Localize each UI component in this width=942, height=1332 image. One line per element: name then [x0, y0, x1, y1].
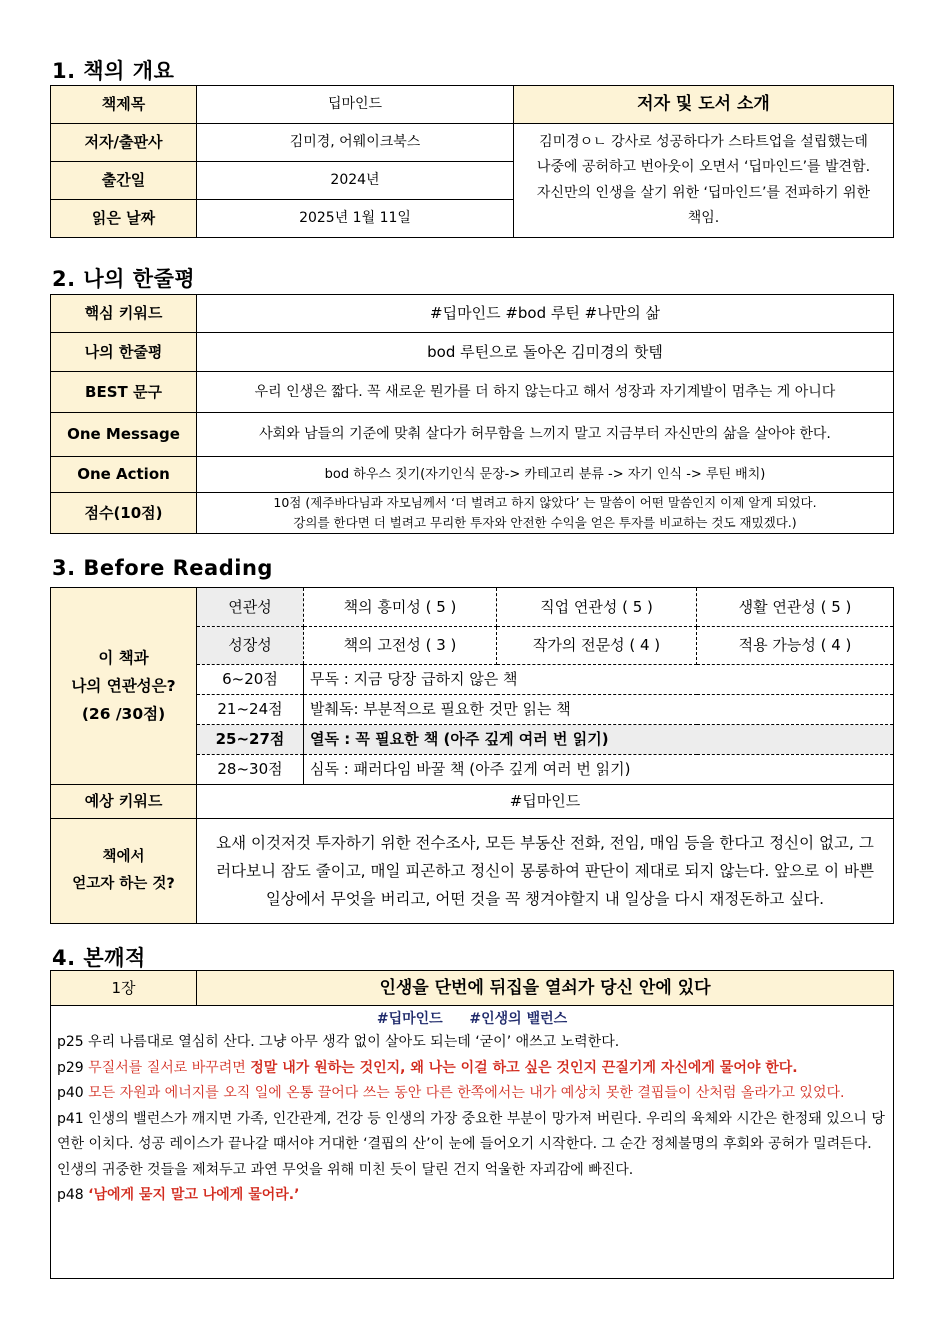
- before-reading-table: [50, 587, 894, 924]
- goal-value: 요새 이것저것 투자하기 위한 전수조사, 모든 부동산 전화, 전임, 매임 등을 한다고 정신이 없고, 그러다보니 잠도 줄이고, 매일 피곤하고 정신이 몽롱하여 판단이 제대로 되지 않는다. 앞으로 이 바쁜 일상에서 무엇을 버리고, 어떤 것을 꼭 챙겨야할지 내 일상을 다시 재정돈하고 싶다.: [197, 819, 894, 924]
- note-p29: [57, 1056, 887, 1082]
- one-message-value: 사회와 남들의 기준에 맞춰 살다가 허무함을 느끼지 말고 지금부터 자신만의 삶을 살아야 한다.: [197, 413, 894, 457]
- one-action-label: One Action: [51, 457, 197, 493]
- book-title-label: 책제목: [51, 86, 197, 124]
- author-publisher-label: 저자/출판사: [51, 124, 197, 162]
- expertise-score: 작가의 전문성 ( 4 ): [497, 627, 697, 665]
- goal-label-line-2: 얻고자 하는 것?: [72, 876, 175, 892]
- keyword-2: #인생의 밸런스: [469, 1011, 568, 1027]
- key-keyword-label: 핵심 키워드: [51, 295, 197, 333]
- note-p41-text: 인생의 밸런스가 깨지면 가족, 인간관계, 건강 등 인생의 가장 중요한 부분이 망가져 버린다. 우리의 육체와 시간은 한정돼 있으니 당연한 이치다. 성공 레이스가 끝나갈 때서야 거대한 ‘결핍의 산’이 눈에 들어오기 시작한다. 그 순간 정체불명의 후회와 공허가 밀려든다. 인생의 귀중한 것들을 제쳐두고 과연 무엇을 위해 미친 듯이 달린 건지 억울한 자괴감에 빠진다.: [57, 1110, 885, 1178]
- best-quote-label: BEST 문구: [51, 372, 197, 413]
- classic-score: 책의 고전성 ( 3 ): [304, 627, 497, 665]
- relevance-label-line-2: 나의 연관성은?: [71, 677, 176, 695]
- book-title-value: 딥마인드: [197, 86, 514, 124]
- level-range-1: 6~20점: [197, 665, 304, 695]
- level-desc-3: 열독 : 꼭 필요한 책 (아주 깊게 여러 번 읽기): [304, 725, 894, 755]
- one-line-review-label: 나의 한줄평: [51, 333, 197, 372]
- score-line-1: 10점 (제주바다님과 자모님께서 ‘더 벌려고 하지 않았다’ 는 말씀이 어떤 말씀인지 이제 알게 되었다.: [273, 495, 817, 510]
- keyword-1: #딥마인드: [376, 1011, 443, 1027]
- level-range-4: 28~30점: [197, 755, 304, 785]
- score-value: [197, 493, 894, 534]
- level-desc-4: 심독 : 패러다임 바꿀 책 (아주 깊게 여러 번 읽기): [304, 755, 894, 785]
- bonkkaejeok-table: [50, 970, 894, 1279]
- applicability-score: 적용 가능성 ( 4 ): [697, 627, 894, 665]
- relevance-head: 연관성: [197, 588, 304, 627]
- section-1-heading: 1. 책의 개요: [52, 59, 175, 83]
- notes-body: [51, 1006, 894, 1279]
- goal-label-line-1: 책에서: [102, 849, 145, 865]
- section-2-heading: 2. 나의 한줄평: [52, 267, 196, 291]
- note-p29-page: p29: [57, 1059, 84, 1076]
- key-keyword-value: #딥마인드 #bod 루틴 #나만의 삶: [197, 295, 894, 333]
- score-label: 점수(10점): [51, 493, 197, 534]
- growth-head: 성장성: [197, 627, 304, 665]
- publish-date-value: 2024년: [197, 162, 514, 200]
- relevance-label-line-1: 이 책과: [98, 649, 149, 667]
- note-p29-text-b: 정말 내가 원하는 것인지, 왜 나는 이걸 하고 싶은 것인지 끈질기게 자신에게 물어야 한다.: [250, 1059, 798, 1076]
- life-relevance-score: 생활 연관성 ( 5 ): [697, 588, 894, 627]
- author-intro-text: 김미경ㅇㄴ 강사로 성공하다가 스타트업을 설립했는데 나중에 공허하고 번아웃이 오면서 ‘딥마인드’를 발견함. 자신만의 인생을 살기 위한 ‘딥마인드’를 전파하기 위한 책임.: [514, 124, 894, 238]
- publish-date-label: 출간일: [51, 162, 197, 200]
- author-publisher-value: 김미경, 어웨이크북스: [197, 124, 514, 162]
- section-3-heading: 3. Before Reading: [52, 556, 273, 580]
- chapter-title: 인생을 단번에 뒤집을 열쇠가 당신 안에 있다: [197, 971, 894, 1006]
- note-p25-text: 우리 나름대로 열심히 산다. 그냥 아무 생각 없이 살아도 되는데 ‘굳이’ 애쓰고 노력한다.: [88, 1034, 620, 1050]
- level-range-3: 25~27점: [197, 725, 304, 755]
- section-4-heading: 4. 본깨적: [52, 946, 146, 970]
- relevance-label-line-3: (26 /30점): [81, 705, 166, 723]
- best-quote-value: 우리 인생은 짧다. 꼭 새로운 뭔가를 더 하지 않는다고 해서 성장과 자기계발이 멈추는 게 아니다: [197, 372, 894, 413]
- goal-label: [51, 819, 197, 924]
- one-message-label: One Message: [51, 413, 197, 457]
- note-p29-text-a: 무질서를 질서로 바꾸려면: [88, 1059, 246, 1076]
- note-p41: [57, 1107, 887, 1184]
- one-action-value: bod 하우스 짓기(자기인식 문장-> 카테고리 분류 -> 자기 인식 -> 루틴 배치): [197, 457, 894, 493]
- expected-keyword-label: 예상 키워드: [51, 785, 197, 819]
- level-desc-1: 무독 : 지금 당장 급하지 않은 책: [304, 665, 894, 695]
- interest-score: 책의 흥미성 ( 5 ): [304, 588, 497, 627]
- expected-keyword-value: #딥마인드: [197, 785, 894, 819]
- note-p41-page: p41: [57, 1110, 84, 1127]
- chapter-label: 1장: [51, 971, 197, 1006]
- note-p48-text: ‘남에게 묻지 말고 나에게 물어라.’: [88, 1187, 300, 1203]
- level-range-2: 21~24점: [197, 695, 304, 725]
- note-p25-page: p25: [57, 1034, 84, 1050]
- one-line-review-value: bod 루틴으로 돌아온 김미경의 핫템: [197, 333, 894, 372]
- review-table: [50, 294, 894, 534]
- relevance-label: [51, 588, 197, 785]
- read-date-label: 읽은 날짜: [51, 200, 197, 238]
- note-p40: [57, 1081, 887, 1107]
- note-p48-page: p48: [57, 1187, 84, 1203]
- read-date-value: 2025년 1월 11일: [197, 200, 514, 238]
- note-p40-page: p40: [57, 1085, 84, 1101]
- score-line-2: 강의를 한다면 더 벌려고 무리한 투자와 안전한 수익을 얻은 투자를 비교하는 것도 재밌겠다.): [293, 515, 797, 530]
- job-relevance-score: 직업 연관성 ( 5 ): [497, 588, 697, 627]
- note-p40-text: 모든 자원과 에너지를 오직 일에 온통 끌어다 쓰는 동안 다른 한쪽에서는 내가 예상치 못한 결핍들이 산처럼 올라가고 있었다.: [88, 1085, 845, 1101]
- note-p25: [57, 1030, 887, 1056]
- overview-table: [50, 85, 894, 238]
- author-intro-header: 저자 및 도서 소개: [514, 86, 894, 124]
- level-desc-2: 발췌독: 부분적으로 필요한 것만 읽는 책: [304, 695, 894, 725]
- note-p48: [57, 1183, 887, 1209]
- chapter-keywords: [57, 1008, 887, 1030]
